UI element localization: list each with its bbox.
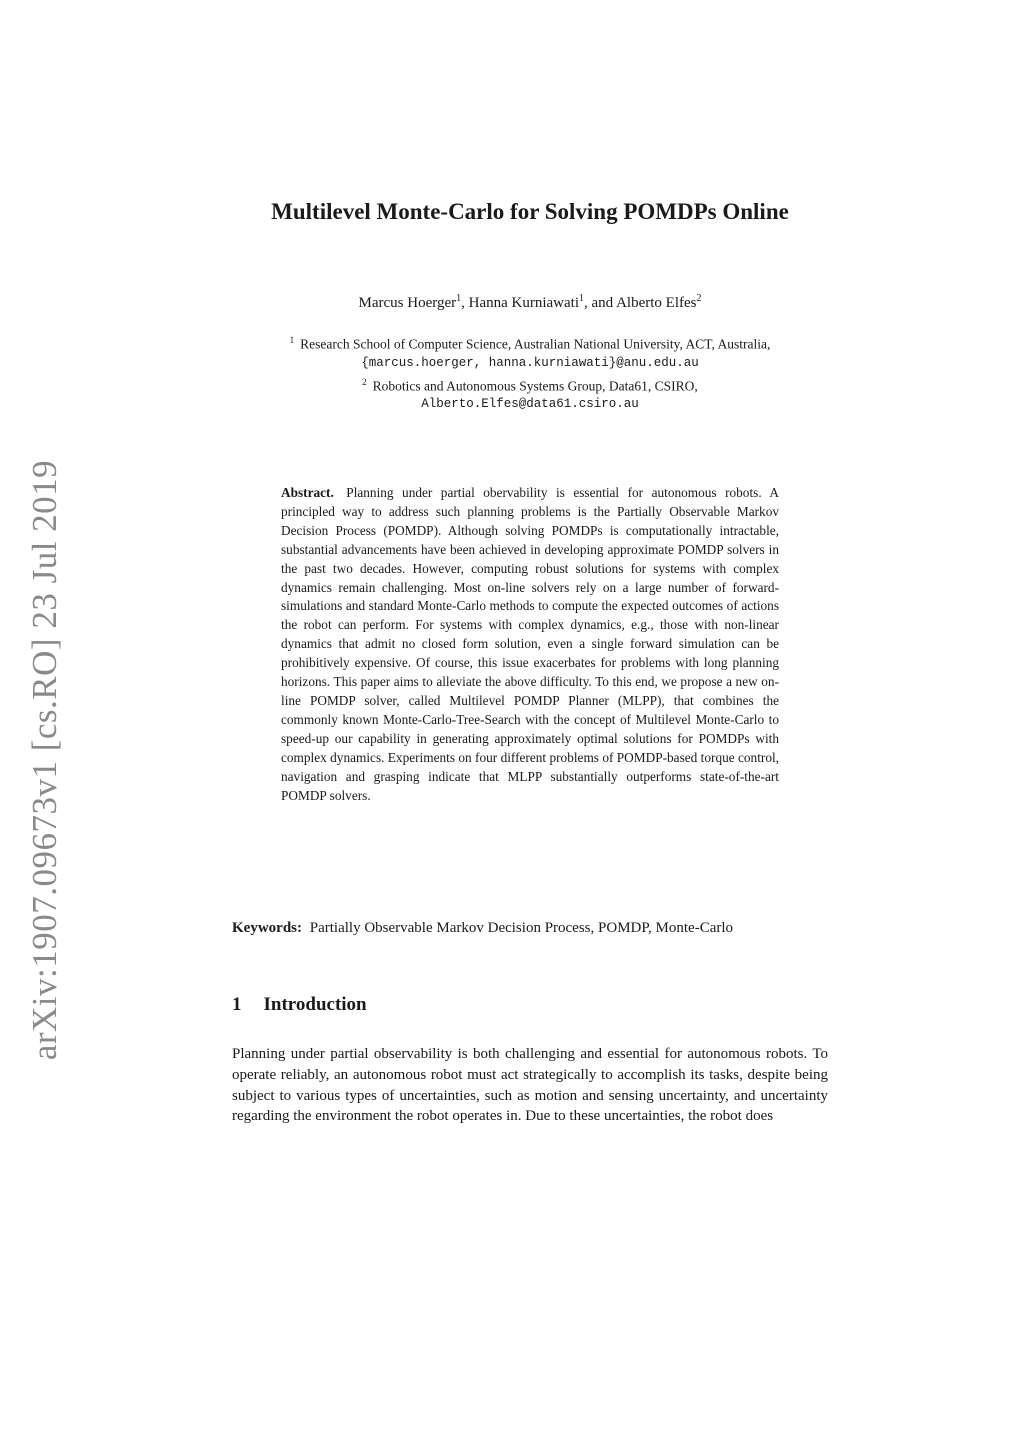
author-name: Alberto Elfes [616,295,697,311]
affiliation-1 [250,331,810,354]
affiliation-text: Research School of Computer Science, Australian National University, ACT, Australia, [300,336,771,352]
keywords-text: Partially Observable Markov Decision Process, POMDP, Monte-Carlo [309,920,734,936]
affiliation-text: Robotics and Autonomous Systems Group, Data61, CSIRO, [372,378,698,393]
section-title: Introduction [263,994,367,1015]
author-list [232,293,828,312]
intro-paragraph: Planning under partial observability is both challenging and essential for autonomous robots. To operate reliably, an autonomous robot must act strategically to accomplish its tasks, despite being subject to various types of uncertainties, such as motion and sensing uncertainty, and uncertainty regarding the environment the robot operates in. Due to these uncertainties, the robot does [232,1046,828,1125]
affiliations [250,331,810,414]
arxiv-id: arXiv:1907.09673v1 [cs.RO] 23 Jul 2019 [25,459,65,1061]
keywords-label: Keywords: [232,920,302,936]
affiliation-number: 1 [289,335,295,345]
keywords [232,918,828,939]
section-number: 1 [232,994,242,1015]
author-affil-mark: 1 [456,293,462,304]
author-name: Hanna Kurniawati [468,295,579,311]
author-affil-mark: 1 [579,293,584,304]
author-separator: , [461,295,469,311]
affiliation-email[interactable]: {marcus.hoerger, hanna.kurniawati}@anu.edu.au [361,355,699,370]
author-affil-mark: 2 [696,293,702,304]
abstract-label: Abstract. [281,485,334,500]
affiliation-number: 2 [362,376,367,387]
section-heading [232,994,367,1016]
affiliation-2 [250,373,810,396]
abstract [281,484,779,805]
abstract-text: Planning under partial obervability is essential for autonomous robots. A principled way to address such planning problems is the Partially Observable Markov Decision Process (POMDP). Although solving POMDPs is computationally intractable, substantial advancements have been achieved in developing approximate POMDP solvers in the past two decades. However, computing robust solutions for systems with complex dynamics remain challenging. Most on-line solvers rely on a large number of forward-simulations and standard Monte-Carlo methods to compute the expected outcomes of actions the robot can perform. For systems with complex dynamics, e.g., those with non-linear dynamics that admit no closed form solution, even a single forward simulation can be prohibitively expensive. Of course, this issue exacerbates for problems with long planning horizons. This paper aims to alleviate the above difficulty. To this end, we propose a new on-line POMDP solver, called Multilevel POMDP Planner (MLPP), that combines the commonly known Monte-Carlo-Tree-Search with the concept of Multilevel Monte-Carlo to speed-up our capability in generating approximately optimal solutions for POMDPs with complex dynamics. Experiments on four different problems of POMDP-based torque control, navigation and grasping indicate that MLPP substantially outperforms state-of-the-art POMDP solvers. [281,485,779,803]
arxiv-stamp [22,460,68,1060]
author-name: Marcus Hoerger [358,295,457,311]
paper-title: Multilevel Monte-Carlo for Solving POMDPs Online [271,199,789,224]
author-separator: , and [584,295,617,311]
affiliation-email[interactable]: Alberto.Elfes@data61.csiro.au [421,397,639,411]
